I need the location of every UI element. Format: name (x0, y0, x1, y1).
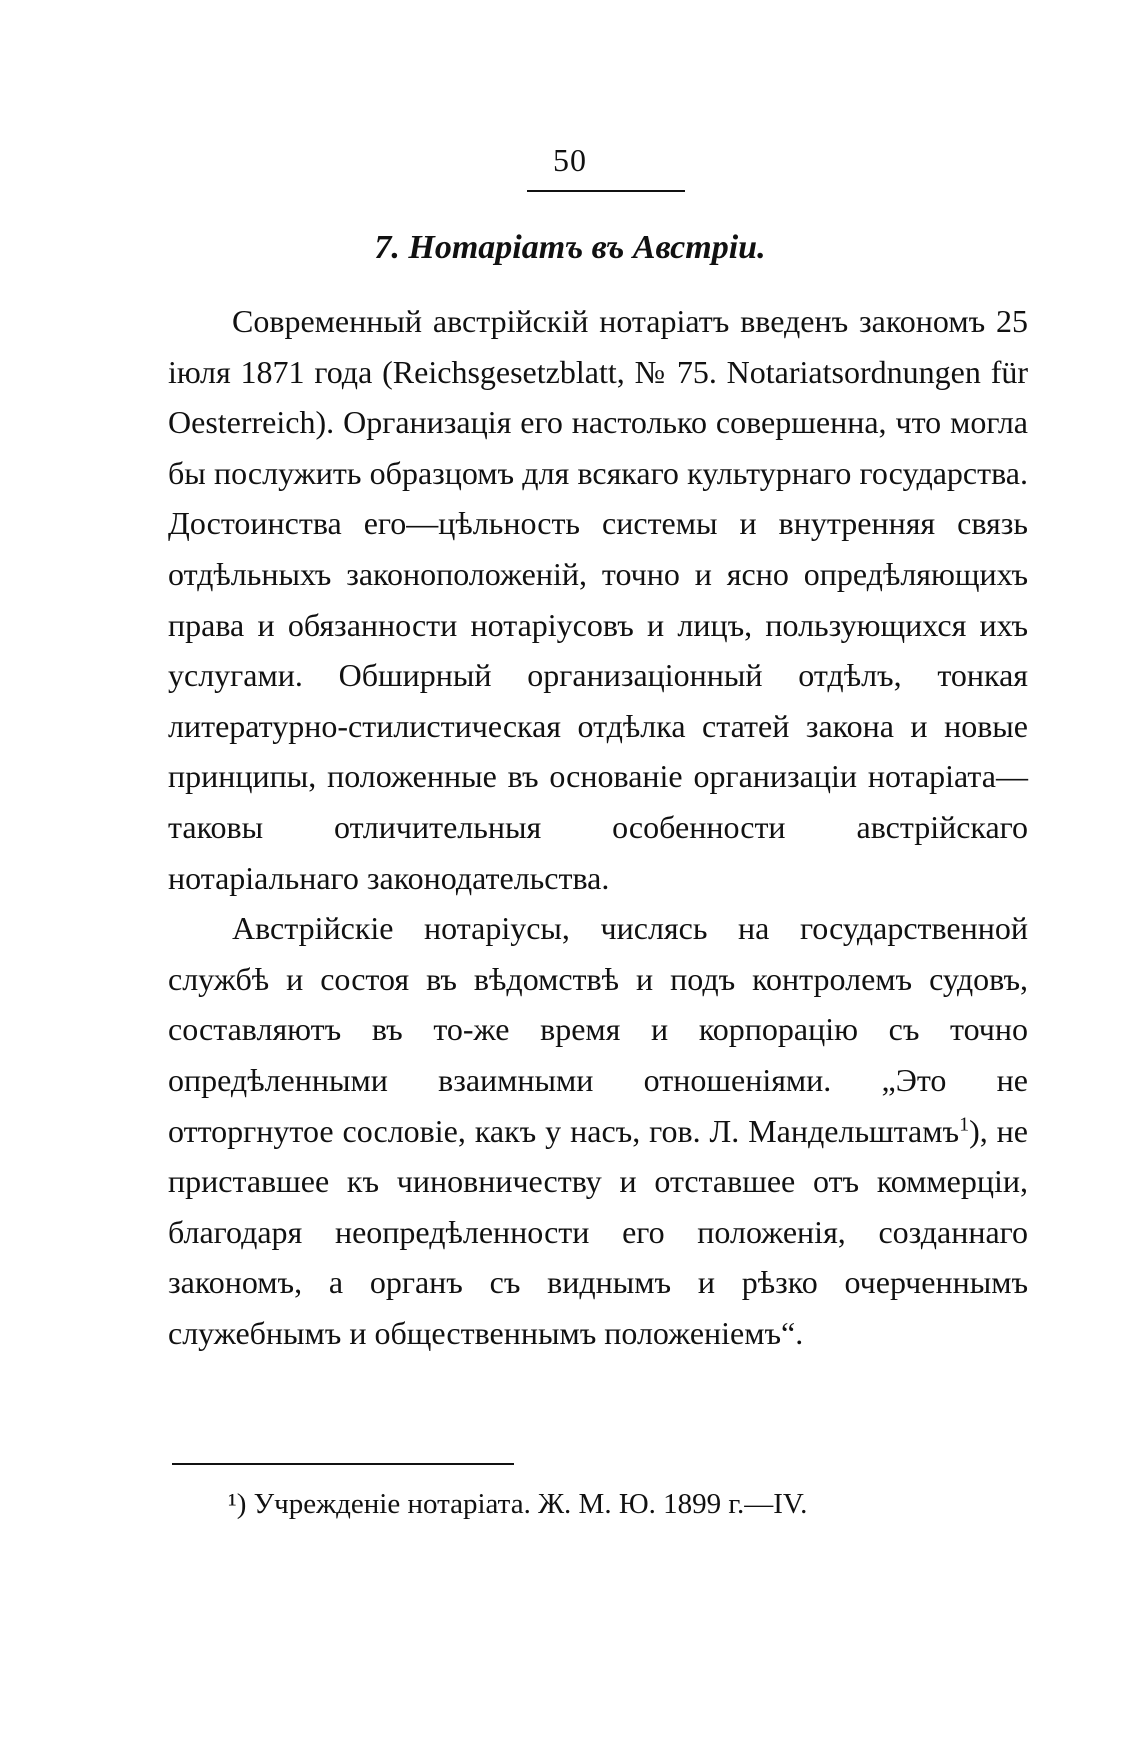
page-number: 50 (553, 142, 587, 178)
page-number-rule (527, 190, 685, 192)
paragraph-text: Австрійскіе нотаріусы, числясь на государственной службѣ и состоя въ вѣдомствѣ и подъ контролемъ судовъ, составляютъ въ то-же время и корпорацію съ точно опредѣленными взаимными отношеніями. „Это не отторгнутое сословіе, какъ у насъ, гов. Л. Мандельштамъ (168, 910, 1028, 1149)
footnote-text: Учрежденіе нотаріата. Ж. М. Ю. 1899 г.—IV. (253, 1488, 808, 1520)
paragraph (168, 903, 1028, 1358)
paragraph-text: ), не приставшее къ чиновничеству и отставшее отъ коммерціи, благодаря неопредѣленности его положенія, созданнаго закономъ, а органъ съ виднымъ и рѣзко очерченнымъ служебнымъ и общественнымъ положеніемъ“. (168, 1112, 1029, 1351)
footnote (228, 1484, 1028, 1524)
body-text (168, 296, 1028, 1358)
footnote-rule (172, 1463, 514, 1465)
paragraph: Современный австрійскій нотаріатъ введенъ закономъ 25 іюля 1871 года (Reichsgesetzblatt, № 75. Notariatsordnungen für Oesterreich). Организація его настолько совершенна, что могла бы послужить образцомъ для всякаго культурнаго государства. Достоинства его—цѣльность системы и внутренняя связь отдѣльныхъ законоположеній, точно и ясно опредѣляющихъ права и обязанности нотаріусовъ и лицъ, пользующихся ихъ услугами. Обширный организаціонный отдѣлъ, тонкая литературно-стилистическая отдѣлка статей закона и новые принципы, положенные въ основаніе организаціи нотаріата—таковы отличительныя особенности австрійскаго нотаріальнаго законодательства. (168, 303, 1028, 896)
section-title: 7. Нотаріатъ въ Австріи. (374, 229, 766, 266)
footnote-mark: ¹) (228, 1488, 247, 1520)
footnote-reference: 1 (959, 1112, 970, 1135)
